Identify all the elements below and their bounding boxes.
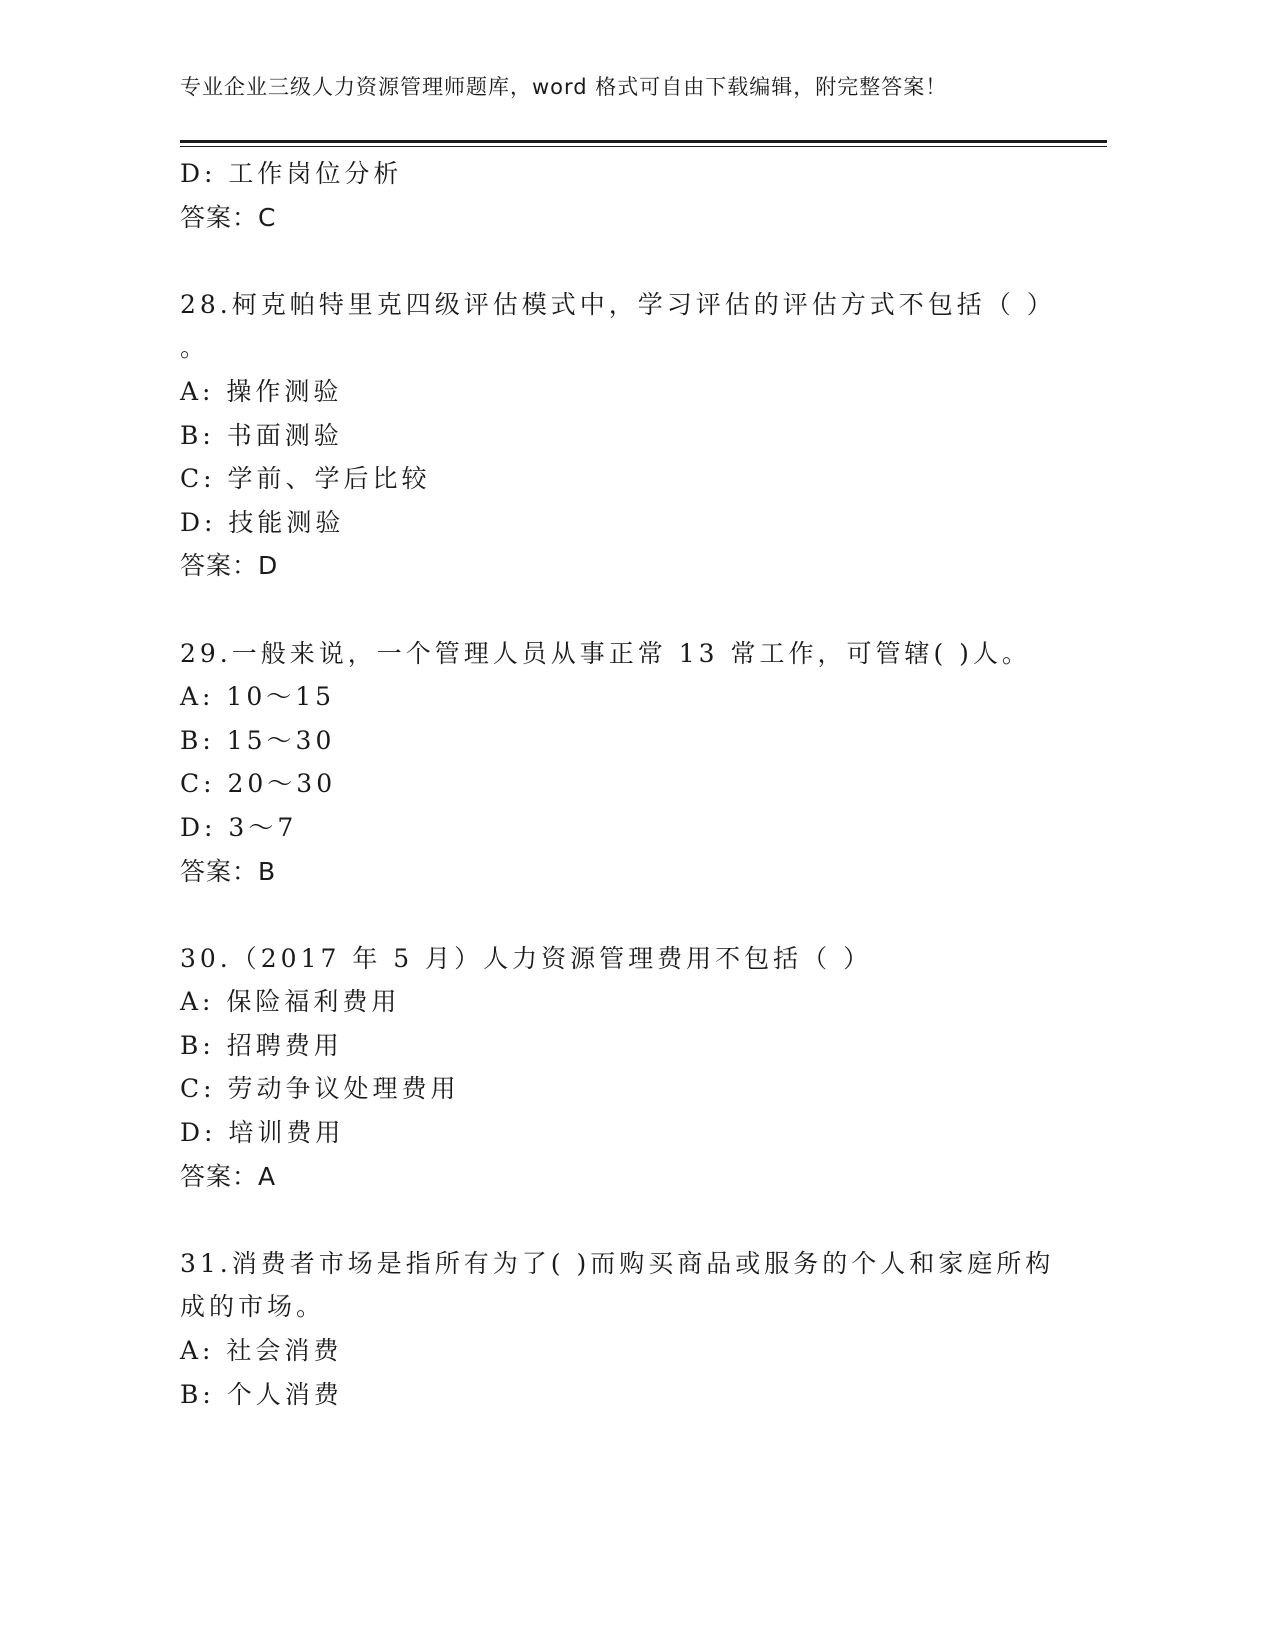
option-line: A: 社会消费	[180, 1336, 343, 1366]
option-line: D: 培训费用	[180, 1118, 345, 1148]
option-line: D: 3～7	[180, 812, 298, 842]
answer-line: 答案：C	[180, 202, 277, 232]
option-line: D: 技能测验	[180, 507, 345, 537]
option-line: B: 15～30	[180, 725, 336, 755]
option-line: D: 工作岗位分析	[180, 159, 403, 188]
option-line: A: 操作测验	[180, 376, 343, 406]
option-line: C: 劳动争议处理费用	[180, 1074, 460, 1104]
question-stem: 29.一般来说，一个管理人员从事正常 13 常工作，可管辖( )人。	[180, 638, 1031, 668]
answer-line: 答案：D	[180, 551, 279, 581]
option-line: C: 学前、学后比较	[180, 464, 431, 494]
answer-line: 答案：B	[180, 856, 277, 886]
spacer	[180, 893, 1110, 937]
option-line: B: 个人消费	[180, 1379, 343, 1409]
spacer	[180, 239, 1110, 283]
page-header: 专业企业三级人力资源管理师题库，word 格式可自由下载编辑，附完整答案！	[180, 75, 948, 99]
question-stem: 成的市场。	[180, 1292, 326, 1322]
question-content	[180, 152, 1110, 1416]
option-line: B: 招聘费用	[180, 1030, 343, 1060]
header-rule-thin	[180, 146, 1107, 147]
spacer	[180, 1198, 1110, 1242]
question-stem: 28.柯克帕特里克四级评估模式中，学习评估的评估方式不包括（ ）	[180, 289, 1056, 319]
option-line: A: 保险福利费用	[180, 987, 401, 1017]
question-stem: 31.消费者市场是指所有为了( )而购买商品或服务的个人和家庭所构	[180, 1248, 1055, 1278]
header-rule-thick	[180, 140, 1107, 143]
option-line: B: 书面测验	[180, 420, 343, 450]
spacer	[180, 588, 1110, 632]
option-line: C: 20～30	[180, 769, 337, 799]
option-line: A: 10～15	[180, 682, 336, 712]
question-stem: 。	[180, 333, 210, 363]
question-stem: 30.（2017 年 5 月）人力资源管理费用不包括（ ）	[180, 943, 873, 973]
answer-line: 答案：A	[180, 1161, 277, 1191]
